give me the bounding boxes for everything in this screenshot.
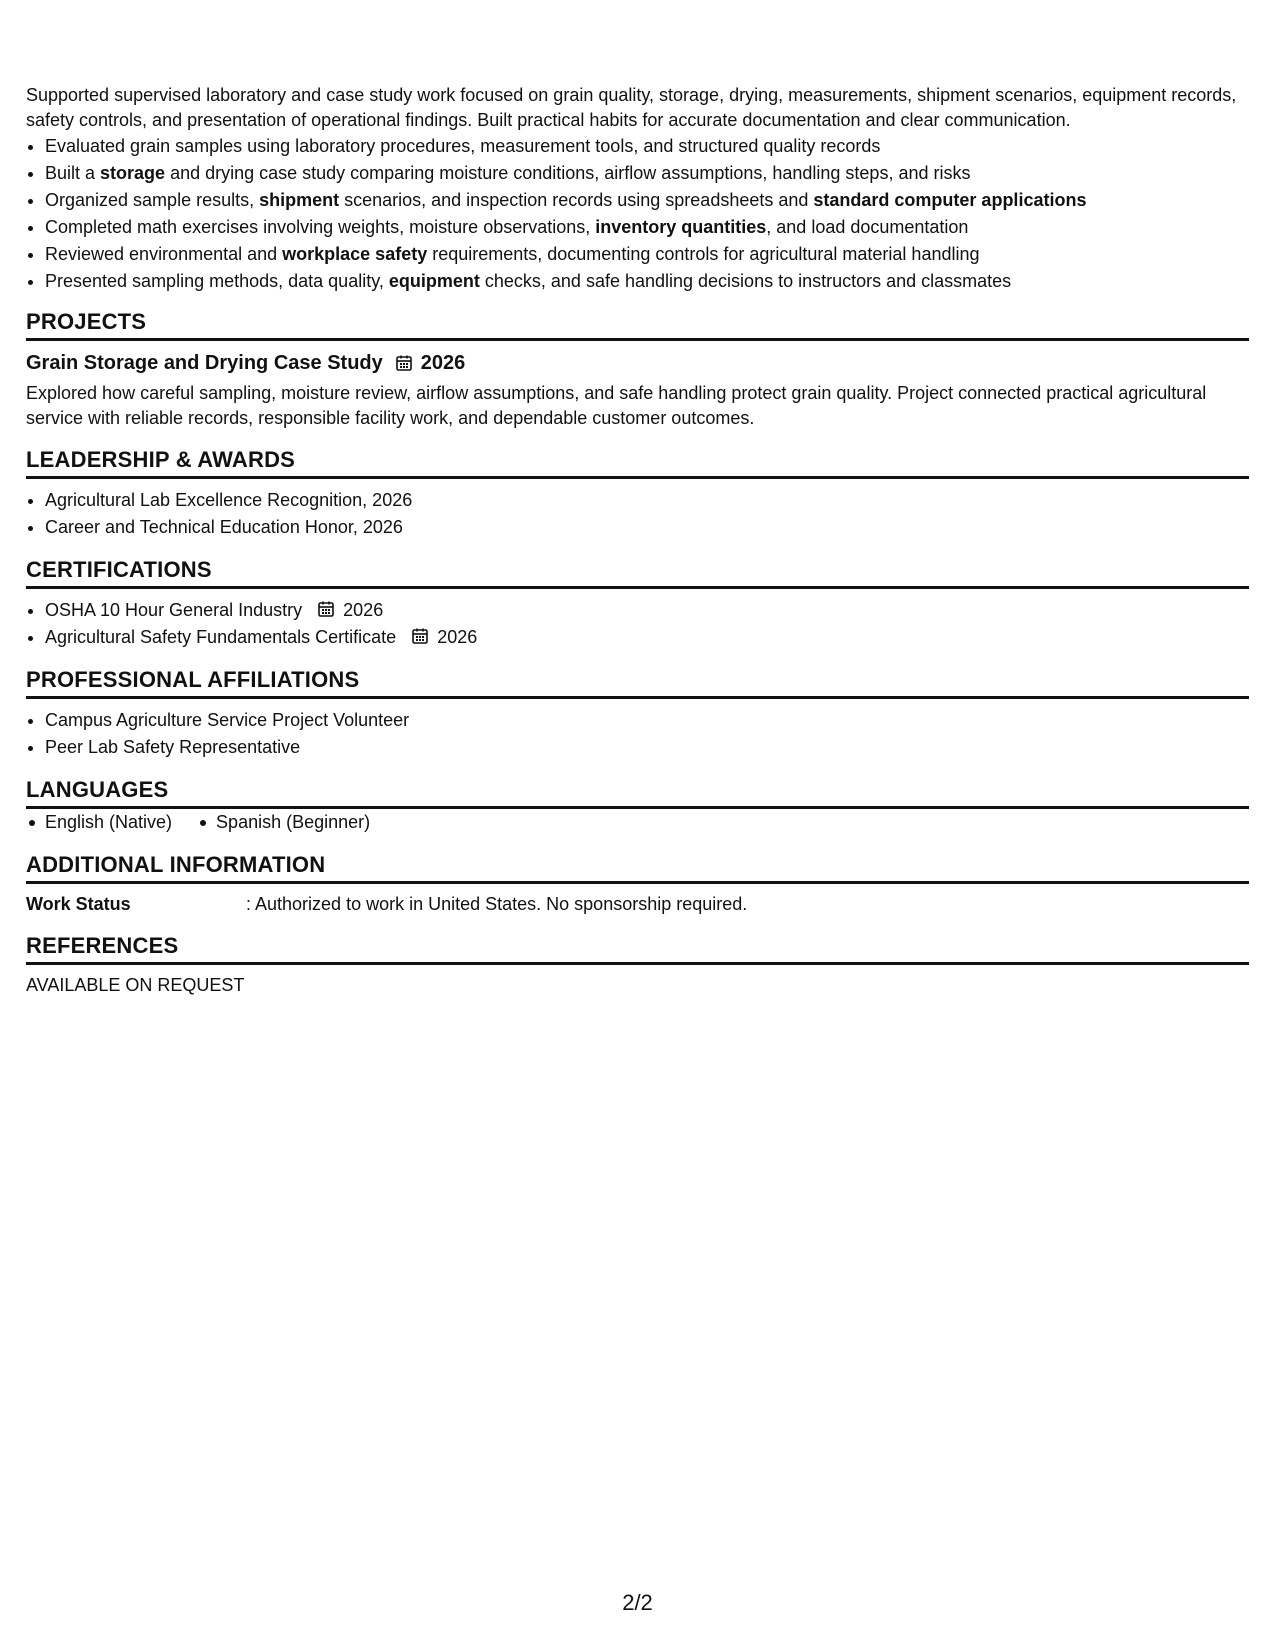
experience-bullet — [45, 268, 1249, 295]
certification-item — [45, 624, 1249, 651]
bold-keyword: equipment — [388, 271, 480, 291]
bold-keyword: workplace safety — [282, 244, 428, 264]
leadership-list — [26, 487, 1249, 541]
affiliations-list — [26, 707, 1249, 761]
projects-section — [26, 309, 1249, 431]
project-description: Explored how careful sampling, moisture review, airflow assumptions, and safe handling protect grain quality. Project connected practical agricultural service with reliable records, responsible facility work, and dependable customer outcomes. — [26, 383, 1207, 428]
bullet-text: Completed math exercises involving weights, moisture observations, — [45, 217, 596, 237]
bullet-text: Built a — [45, 163, 101, 183]
leadership-section — [26, 447, 1249, 541]
calendar-icon — [395, 354, 413, 372]
section-heading: PROFESSIONAL AFFILIATIONS — [26, 667, 1249, 699]
experience-continuation — [26, 83, 1249, 295]
references-text: AVAILABLE ON REQUEST — [26, 975, 245, 995]
experience-summary: Supported supervised laboratory and case study work focused on grain quality, storage, drying, measurements, shipment scenarios, equipment records, safety controls, and presentation of operational findings. Built practical habits for accurate documentation and clear communication. — [26, 85, 1237, 130]
section-heading: PROJECTS — [26, 309, 1249, 341]
experience-bullet — [45, 241, 1249, 268]
additional-info-section — [26, 852, 1249, 917]
section-heading: REFERENCES — [26, 933, 1249, 965]
certification-year: 2026 — [343, 600, 384, 620]
bold-keyword: inventory quantities — [595, 217, 767, 237]
section-heading: CERTIFICATIONS — [26, 557, 1249, 589]
bullet-text: , and load documentation — [766, 217, 969, 237]
languages-section — [26, 777, 1249, 836]
project-item — [26, 349, 1249, 431]
certification-year: 2026 — [437, 627, 478, 647]
work-status-value: : Authorized to work in United States. No sponsorship required. — [246, 894, 748, 914]
award-item: • Career and Technical Education Honor, 2026 — [45, 514, 1249, 541]
experience-bullet — [45, 214, 1249, 241]
experience-bullets — [26, 133, 1249, 295]
project-title-row — [26, 349, 1249, 377]
bold-keyword: storage — [100, 163, 166, 183]
project-title: Grain Storage and Drying Case Study — [26, 352, 383, 374]
certification-item — [45, 597, 1249, 624]
affiliation-item: • Peer Lab Safety Representative — [45, 734, 1249, 761]
bold-keyword: shipment — [259, 190, 340, 210]
bullet-text: Evaluated grain samples using laboratory procedures, measurement tools, and structured quality records — [45, 136, 881, 156]
bullet-text: scenarios, and inspection records using spreadsheets and — [339, 190, 814, 210]
bullet-text: checks, and safe handling decisions to instructors and classmates — [479, 271, 1012, 291]
page-number: 2/2 — [622, 1590, 653, 1615]
calendar-icon — [317, 600, 335, 618]
language-item: English (Native) — [26, 809, 172, 836]
certification-name: OSHA 10 Hour General Industry — [45, 600, 303, 620]
affiliations-section — [26, 667, 1249, 761]
references-section — [26, 933, 1249, 998]
section-heading: LANGUAGES — [26, 777, 1249, 809]
certifications-list — [26, 597, 1249, 651]
bullet-text: requirements, documenting controls for agricultural material handling — [427, 244, 980, 264]
award-item: • Agricultural Lab Excellence Recognition, 2026 — [45, 487, 1249, 514]
project-year: 2026 — [420, 352, 466, 374]
bullet-text: Presented sampling methods, data quality, — [45, 271, 389, 291]
resume-page — [26, 83, 1249, 998]
languages-list — [26, 809, 1249, 836]
certification-name: Agricultural Safety Fundamentals Certificate — [45, 627, 397, 647]
bullet-text: and drying case study comparing moisture conditions, airflow assumptions, handling steps, and risks — [165, 163, 971, 183]
experience-bullet — [45, 133, 1249, 160]
affiliation-item: • Campus Agriculture Service Project Volunteer — [45, 707, 1249, 734]
bold-keyword: standard computer applications — [813, 190, 1087, 210]
work-status-row — [26, 892, 1249, 917]
language-item: Spanish (Beginner) — [197, 809, 370, 836]
certifications-section — [26, 557, 1249, 651]
bullet-text: Organized sample results, — [45, 190, 260, 210]
section-heading: LEADERSHIP & AWARDS — [26, 447, 1249, 479]
work-status-label: Work Status — [26, 894, 131, 914]
experience-bullet — [45, 187, 1249, 214]
calendar-icon — [411, 627, 429, 645]
experience-bullet — [45, 160, 1249, 187]
bullet-text: Reviewed environmental and — [45, 244, 283, 264]
section-heading: ADDITIONAL INFORMATION — [26, 852, 1249, 884]
